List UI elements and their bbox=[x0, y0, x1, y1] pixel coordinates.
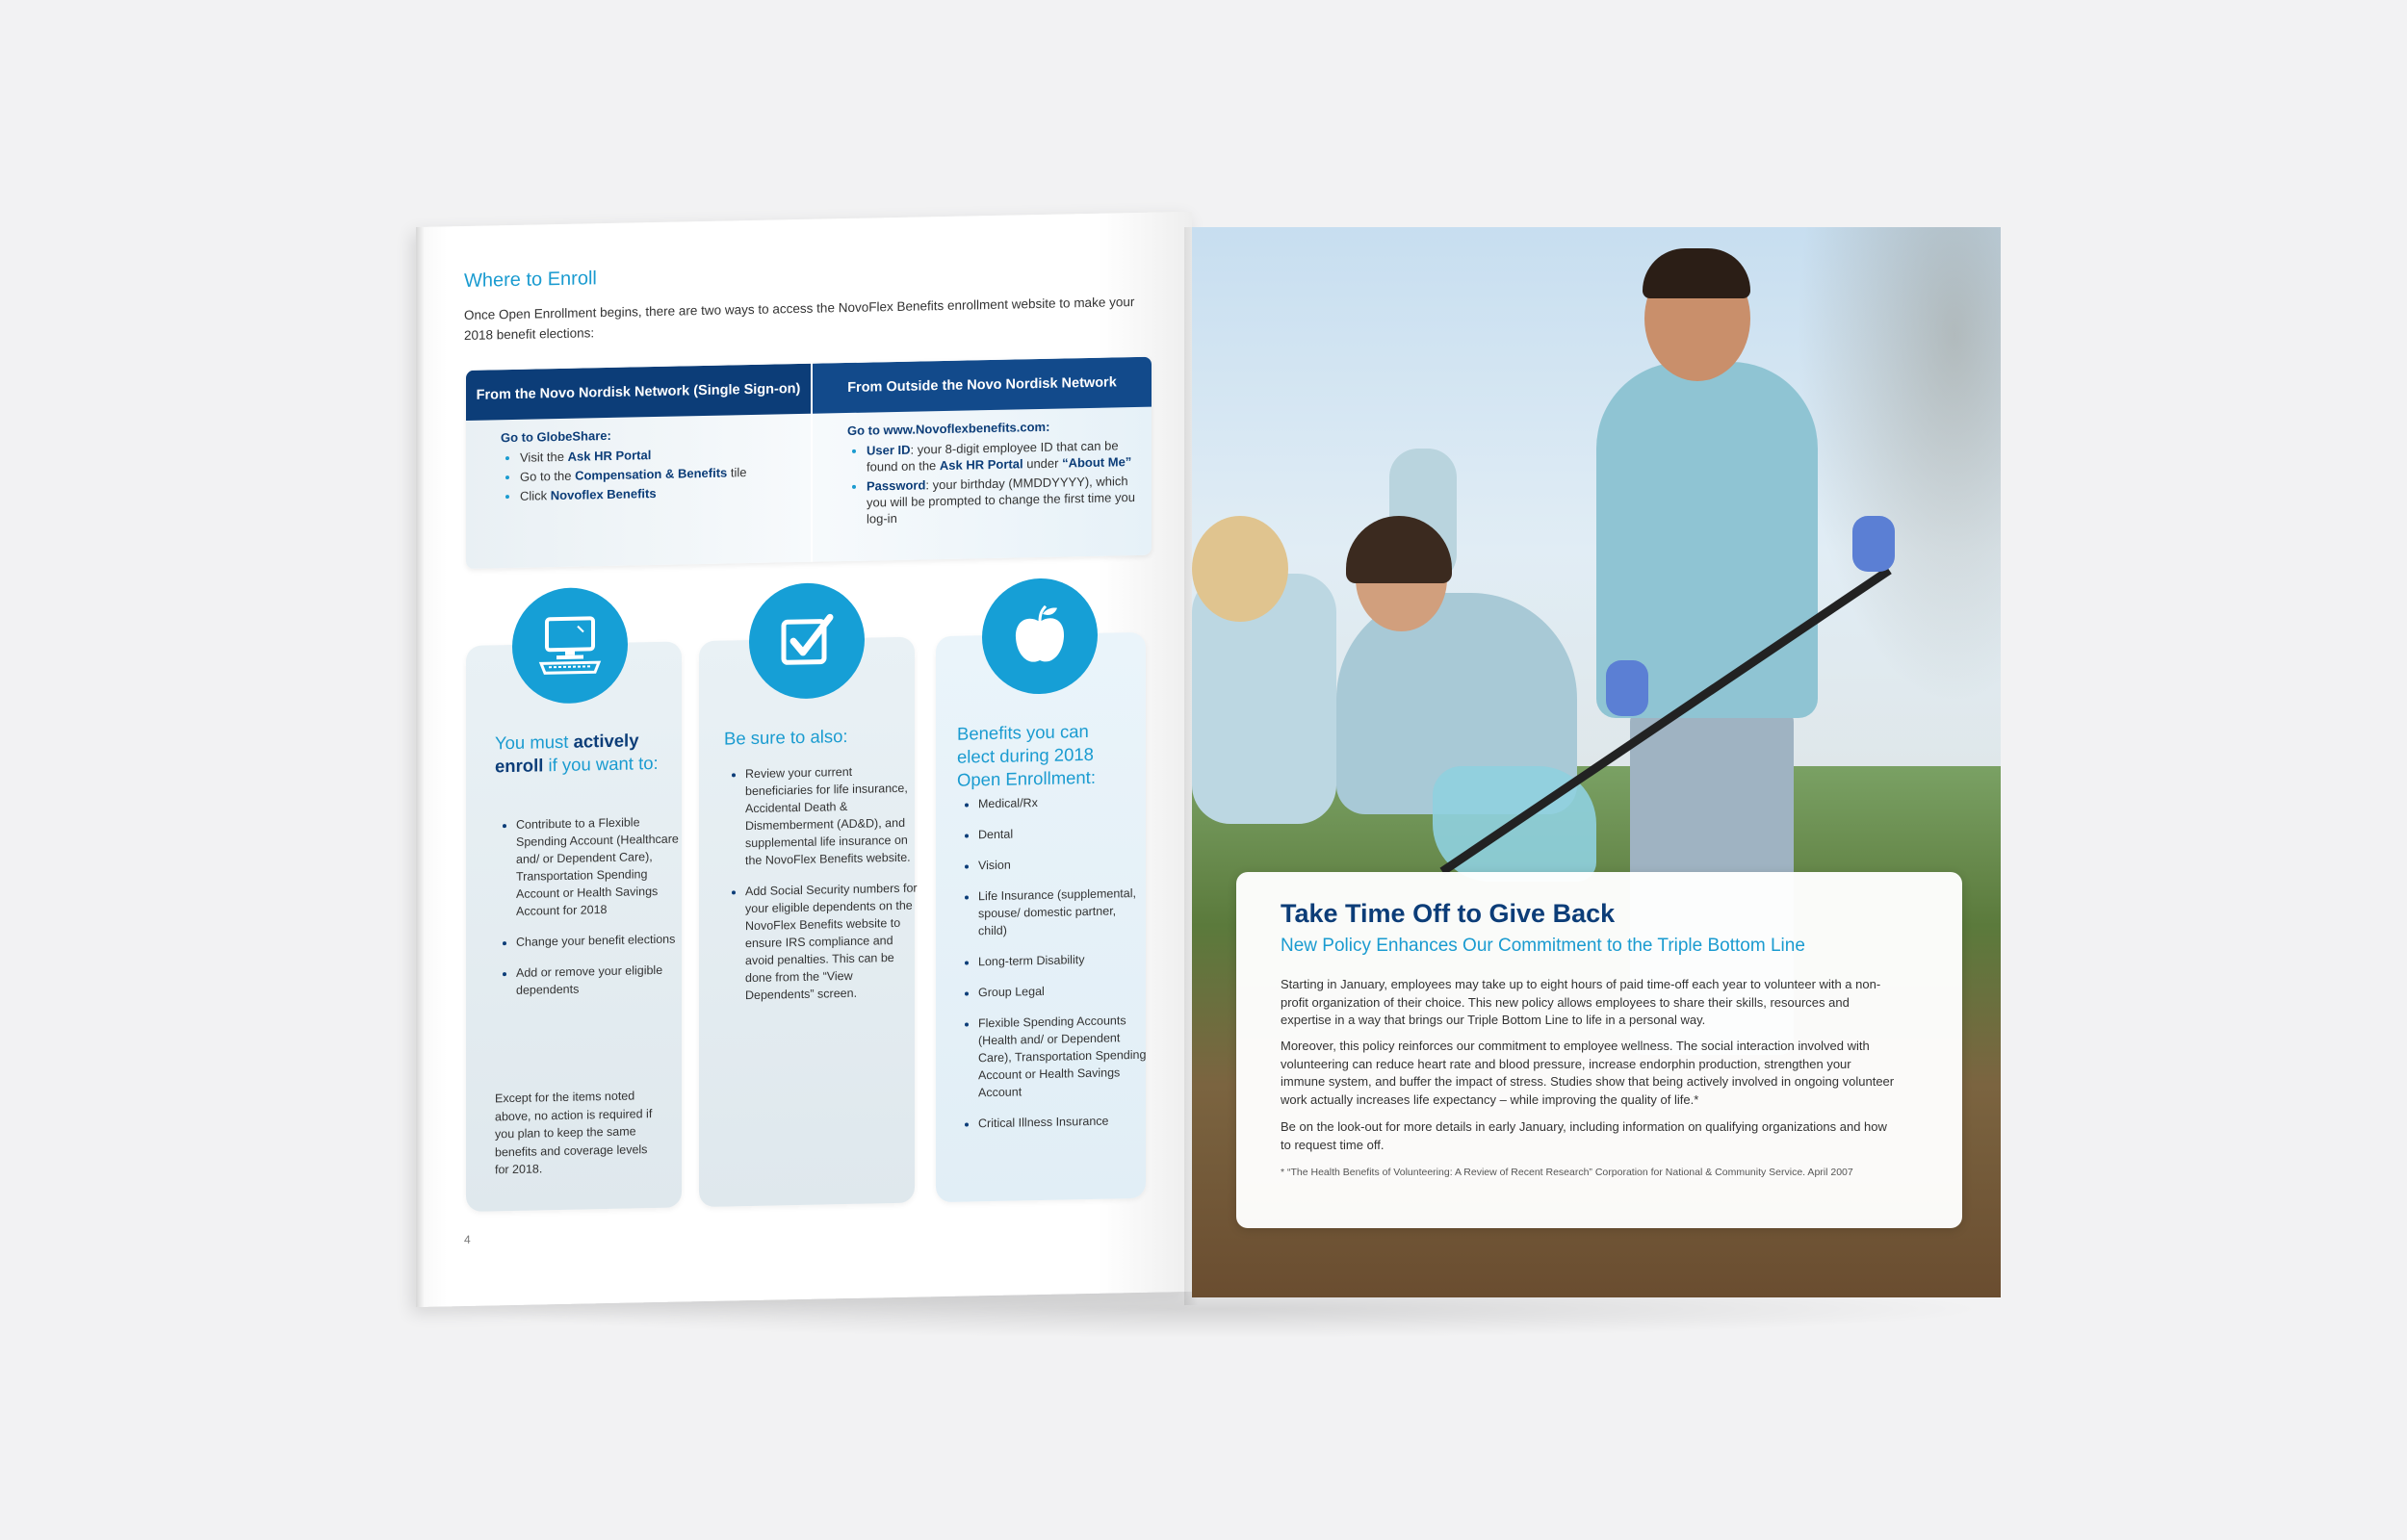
card-title: Be sure to also: bbox=[724, 725, 848, 749]
card-title-text: You must bbox=[495, 731, 574, 754]
about-me-text: “About Me” bbox=[1062, 454, 1132, 471]
info-paragraph: Moreover, this policy reinforces our commitment to employee wellness. The social interaction involved with volunteering can reduce heart rate and blood pressure, increase endorphin production, strengthen your immune system, and buffer the impact of stress. Studies show that being actively involved in ongoing volunteer work actually increases life expectancy – while improving the quality of life.* bbox=[1281, 1039, 1895, 1107]
inside-network-steps bbox=[501, 444, 799, 504]
inside-network-column bbox=[501, 424, 799, 507]
info-footnote: * “The Health Benefits of Volunteering: A Review of Recent Research” Corporation for National & Community Service. April 2007 bbox=[1281, 1167, 1853, 1178]
info-title: Take Time Off to Give Back bbox=[1281, 899, 1616, 928]
step-text: Click bbox=[520, 488, 551, 503]
list-item: • Long-term Disability bbox=[978, 950, 1148, 971]
photo-glove bbox=[1852, 516, 1895, 572]
list-item: • Add Social Security numbers for your eligible dependents on the NovoFlex Benefits website to ensure IRS compliance and avoid penalties. This can be done from the “View Dependents” screen. bbox=[745, 879, 922, 1004]
list-item bbox=[520, 482, 799, 504]
volunteer-info-card bbox=[1236, 872, 1962, 1228]
list-item: • Critical Illness Insurance bbox=[978, 1112, 1148, 1133]
ask-hr-portal-link: Ask HR Portal bbox=[939, 456, 1023, 474]
list-item: • Life Insurance (supplemental, spouse/ domestic partner, child) bbox=[978, 885, 1148, 940]
card-title bbox=[495, 729, 668, 779]
benefits-card bbox=[936, 632, 1146, 1202]
right-page bbox=[1192, 227, 2001, 1297]
list-item bbox=[867, 473, 1136, 527]
page-number: 4 bbox=[464, 1232, 471, 1246]
list-item: • Contribute to a Flexible Spending Account (Healthcare and/ or Dependent Care), Transportation Spending Account or Health Savings Account for 2018 bbox=[516, 812, 693, 920]
card-title-emphasis: actively enroll bbox=[495, 730, 639, 777]
card-title: Benefits you can elect during 2018 Open Enrollment: bbox=[957, 720, 1096, 790]
info-paragraph: Starting in January, employees may take up to eight hours of paid time-off each year to volunteer with a non-profit organization of their choice. This new policy allows employees to share their skills, resources and expertise in a way that brings our Triple Bottom Line to life in a personal way. bbox=[1281, 977, 1881, 1027]
outside-network-lead: Go to www.Novoflexbenefits.com: bbox=[847, 419, 1050, 439]
table-header-outside-network: From Outside the Novo Nordisk Network bbox=[813, 357, 1152, 414]
list-item bbox=[867, 437, 1136, 475]
outside-network-column bbox=[847, 417, 1136, 530]
page-edge bbox=[416, 227, 424, 1307]
list-item: • Vision bbox=[978, 854, 1148, 875]
inside-network-lead: Go to GlobeShare: bbox=[501, 427, 611, 446]
step-highlight: Ask HR Portal bbox=[567, 448, 652, 464]
section-title: Where to Enroll bbox=[464, 268, 597, 292]
enroll-card bbox=[466, 641, 682, 1211]
card-note: Except for the items noted above, no action is required if you plan to keep the same benefits and coverage levels for 2018. bbox=[495, 1089, 653, 1177]
step-text: Go to the bbox=[520, 468, 576, 484]
step-highlight: Compensation & Benefits bbox=[575, 465, 728, 483]
list-item bbox=[520, 444, 799, 466]
outside-network-steps bbox=[847, 437, 1136, 527]
table-header-inside-network: From the Novo Nordisk Network (Single Sign-on) bbox=[466, 364, 811, 421]
list-item bbox=[520, 463, 799, 485]
intro-text: Once Open Enrollment begins, there are two ways to access the NovoFlex Benefits enrollment website to make your 2018 benefit elections: bbox=[464, 295, 1135, 343]
user-id-label: User ID bbox=[867, 442, 911, 458]
step-highlight: Novoflex Benefits bbox=[550, 485, 657, 503]
list-item: • Flexible Spending Accounts (Health and/ or Dependent Care), Transportation Spending Account or Health Savings Account bbox=[978, 1012, 1148, 1102]
password-text: : your birthday (MMDDYYYY), which you will be prompted to change the first time you log-in bbox=[867, 474, 1135, 526]
card-list bbox=[957, 792, 1148, 1146]
list-item: • Review your current beneficiaries for life insurance, Accidental Death & Dismemberment (AD&D), and supplemental life insurance on the NovoFlex Benefits website. bbox=[745, 761, 922, 869]
card-title-text: if you want to: bbox=[543, 752, 659, 776]
user-id-text-2: under bbox=[1022, 455, 1063, 472]
enroll-access-table bbox=[466, 357, 1152, 569]
info-subtitle: New Policy Enhances Our Commitment to the Triple Bottom Line bbox=[1281, 936, 1805, 956]
list-item: • Group Legal bbox=[978, 981, 1148, 1002]
step-text-suffix: tile bbox=[727, 465, 747, 480]
photo-glove bbox=[1606, 660, 1648, 716]
left-page bbox=[416, 212, 1192, 1307]
user-id-text: : your 8-digit employee ID that can be found on the bbox=[867, 438, 1119, 475]
card-list bbox=[495, 812, 693, 1013]
table-divider bbox=[811, 364, 813, 562]
password-label: Password bbox=[867, 477, 926, 494]
photo-volunteer-left-hair bbox=[1192, 516, 1288, 622]
list-item: • Dental bbox=[978, 823, 1148, 844]
info-paragraph: Be on the look-out for more details in early January, including information on qualifying organizations and how to request time off. bbox=[1281, 1119, 1887, 1152]
list-item: • Medical/Rx bbox=[978, 792, 1148, 813]
also-card bbox=[699, 637, 918, 1207]
step-text: Visit the bbox=[520, 449, 568, 465]
list-item: • Change your benefit elections bbox=[516, 930, 693, 951]
card-list bbox=[724, 761, 922, 1017]
list-item: • Add or remove your eligible dependents bbox=[516, 961, 693, 999]
